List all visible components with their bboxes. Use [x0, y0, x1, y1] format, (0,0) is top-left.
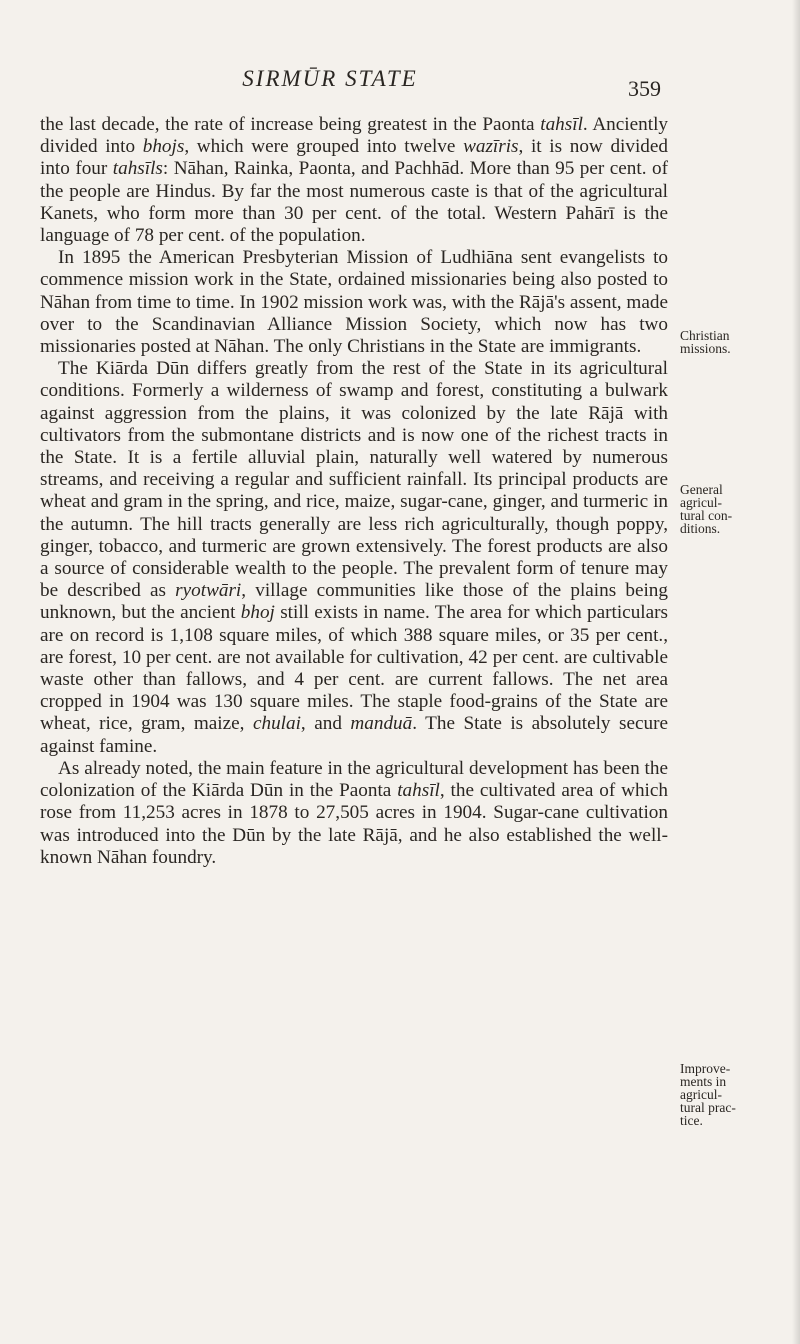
italic-term: bhoj	[240, 602, 275, 624]
italic-term: manduā	[350, 713, 413, 735]
margin-note-agricultural-conditions	[680, 483, 800, 535]
italic-term: chulai	[252, 713, 301, 735]
text-run: still exists in name. The area for which particulars are on record is 1,108 square miles, of which 388 square miles, or 35 per cent., are forest, 10 per cent. are not available for cultivation, 42 per cent. are cultivable waste other than fallows, and 4 per cent. are current fallows. The net area cropped in 1904 was 130 square miles. The staple food-grains of the State are wheat, rice, gram, maize,	[40, 602, 668, 735]
margin-note-agricultural-improvements	[680, 1062, 800, 1127]
text-run: In 1895 the American Presbyterian Mission of Ludhiāna sent evangelists to commence mission work in the State, ordained missionaries being also posted to Nāhan from time to time. In 1902 mission work was, with the Rājā's assent, made over to the Scandinavian Alliance Mission Society, which now has two missionaries posted at Nāhan. The only Christians in the State are immigrants.	[40, 247, 668, 358]
body-text	[40, 114, 668, 869]
text-run: , village communities like those of the plains being unknown, but the ancient	[40, 580, 668, 624]
margin-note-line: tural prac-	[680, 1100, 736, 1115]
margin-note-line: Improve-	[680, 1061, 731, 1076]
text-run: As already noted, the main feature in the agricultural development has been the colonization of the Kiārda Dūn in the Paonta	[40, 757, 668, 802]
text-run: The Kiārda Dūn differs greatly from the rest of the State in its agricultural conditions. Formerly a wilderness of swamp and forest, constituting a bulwark against aggression from the plains, it was colonized by the late Rājā with cultivators from the submontane districts and is now one of the richest tracts in the State. It is a fertile alluvial plain, naturally well watered by numerous streams, and receiving a regular and sufficient rainfall. Its principal products are wheat and gram in the spring, and rice, maize, sugar-cane, ginger, and turmeric in the autumn. The hill tracts generally are less rich agriculturally, though poppy, ginger, tobacco, and turmeric are grown extensively. The forest products are also a source of considerable wealth to the people. The prevalent form of tenure may be described as	[40, 358, 668, 602]
italic-term: ryotwāri	[175, 580, 242, 602]
text-run: . The State is absolutely secure against famine.	[40, 713, 668, 757]
margin-note-christian-missions	[680, 329, 800, 355]
italic-term: tahsīls	[112, 158, 163, 180]
paragraph-missions	[40, 247, 668, 358]
italic-term: bhojs	[142, 136, 185, 158]
margin-note-line: ments in	[680, 1074, 727, 1089]
page-edge-shadow	[792, 0, 800, 1344]
italic-term: wazīris	[463, 136, 519, 158]
text-run: , it is now divided into four	[40, 136, 668, 180]
margin-note-line: tural con-	[680, 508, 733, 523]
margin-note-line: missions.	[680, 341, 731, 356]
paragraph-agriculture	[40, 358, 668, 758]
page-number: 359	[628, 76, 661, 101]
text-run: , and	[300, 713, 351, 735]
margin-note-line: General	[680, 482, 723, 497]
margin-note-line: agricul-	[680, 1087, 722, 1102]
text-run: , which were grouped into twelve	[184, 136, 464, 158]
italic-term: tahsīl	[397, 780, 440, 802]
text-run: . Anciently divided into	[40, 114, 668, 158]
running-title: SIRMŪR STATE	[242, 66, 418, 91]
margin-note-line: agricul-	[680, 495, 722, 510]
margin-note-line: tice.	[680, 1113, 703, 1128]
text-run: , the cultivated area of which rose from 11,253 acres in 1878 to 27,505 acres in 1904. Sugar-cane cultivation was introduced into the Dūn by the late Rājā, and he also established the well-known Nāhan foundry.	[40, 780, 668, 868]
margin-note-line: Christian	[680, 328, 730, 343]
text-run: : Nāhan, Rainka, Paonta, and Pachhād. More than 95 per cent. of the people are Hindus. By far the most numerous caste is that of the agricultural Kanets, who form more than 30 per cent. of the total. Western Pahārī is the language of 78 per cent. of the population.	[40, 158, 668, 247]
italic-term: tahsīl	[540, 114, 583, 135]
paragraph-improvements	[40, 758, 668, 869]
margin-note-line: ditions.	[680, 521, 721, 536]
paragraph-population	[40, 114, 668, 247]
text-run: the last decade, the rate of increase being greatest in the Paonta	[40, 114, 541, 135]
